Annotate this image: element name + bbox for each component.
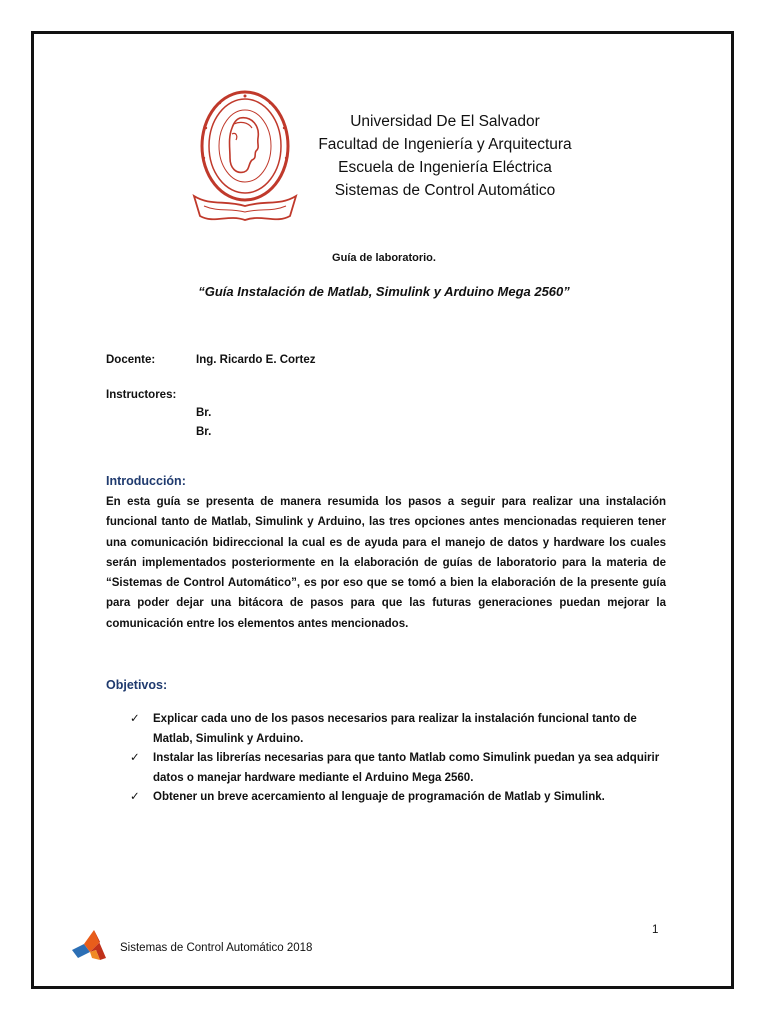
guide-label: Guía de laboratorio. [332,252,436,264]
list-item [130,710,670,749]
intro-paragraph: En esta guía se presenta de manera resumida los pasos a seguir para realizar una instalación funcional tanto de Matlab, Simulink y Arduino, las tres opciones antes mencionadas requieren tener una comunicación bidireccional la cual es de ayuda para el manejo de datos y hardware los cuales serán implementados posteriormente en la elaboración de guías de laboratorio para la materia de “Sistemas de Control Automático”, es por eso que se tomó a bien la elaboración de la presente guía para poder dejar una bitácora de pasos para que las futuras generaciones puedan mejorar la comunicación entre los elementos antes mencionados. [106,496,666,630]
objectives-list [130,710,670,808]
matlab-logo-icon [70,928,108,962]
check-icon: ✓ [130,752,140,764]
course-name: Sistemas de Control Automático [334,182,556,199]
page-number: 1 [652,924,659,936]
objective-text: Explicar cada uno de los pasos necesarios para realizar la instalación funcional tanto de Matlab, Simulink y Arduino. [153,713,637,745]
list-item [130,788,670,808]
docente-value: Ing. Ricardo E. Cortez [196,354,316,366]
check-icon: ✓ [130,791,140,803]
objective-text: Obtener un breve acercamiento al lenguaje de programación de Matlab y Simulink. [153,791,605,803]
objective-text: Instalar las librerías necesarias para que tanto Matlab como Simulink puedan ya sea adquirir datos o manejar hardware mediante el Arduino Mega 2560. [153,752,660,784]
university-name: Universidad De El Salvador [350,113,540,130]
university-heading [300,110,590,202]
guide-title: “Guía Instalación de Matlab, Simulink y Arduino Mega 2560” [198,284,570,299]
footer-text: Sistemas de Control Automático 2018 [120,942,313,954]
instructor-1: Br. [196,407,212,419]
faculty-name: Facultad de Ingeniería y Arquitectura [318,136,572,153]
school-name: Escuela de Ingeniería Eléctrica [338,159,552,176]
check-icon: ✓ [130,713,140,725]
objectives-title: Objetivos: [106,678,168,692]
intro-title: Introducción: [106,474,186,488]
university-seal-icon [190,88,300,228]
docente-label: Docente: [106,354,156,366]
instructores-label: Instructores: [106,389,177,401]
list-item [130,749,670,788]
instructor-2: Br. [196,426,212,438]
